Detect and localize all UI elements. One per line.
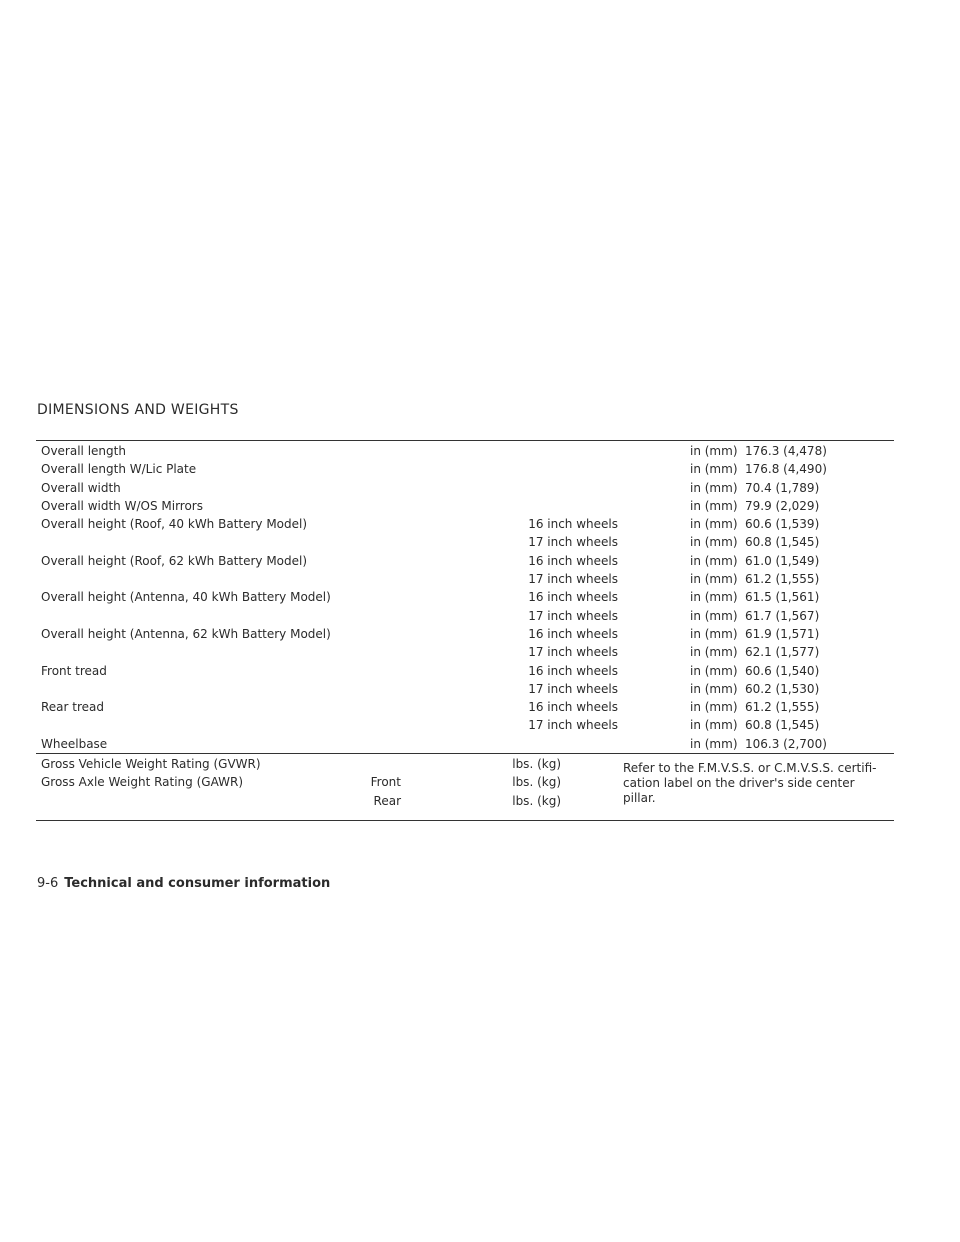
value: 61.0 (1,549) <box>745 553 820 568</box>
unit: in (mm) <box>690 517 738 532</box>
value: 62.1 (1,577) <box>745 645 820 660</box>
unit: in (mm) <box>690 645 738 660</box>
row-label: Front tread <box>41 663 107 678</box>
table-row <box>0 643 960 661</box>
value: 61.2 (1,555) <box>745 700 820 715</box>
unit: in (mm) <box>690 535 738 550</box>
row-label: Wheelbase <box>41 736 108 751</box>
unit: in (mm) <box>690 480 738 495</box>
unit: lbs. (kg) <box>512 757 561 771</box>
table-row <box>0 570 960 588</box>
table-row <box>0 497 960 515</box>
value: 70.4 (1,789) <box>745 480 820 495</box>
row-label: Overall height (Roof, 40 kWh Battery Model) <box>41 517 308 532</box>
wheel-size: 16 inch wheels <box>528 517 618 532</box>
unit: in (mm) <box>690 736 738 751</box>
wheel-size: 17 inch wheels <box>528 608 618 623</box>
table-row <box>0 625 960 643</box>
table-divider-rule <box>36 753 894 754</box>
table-bottom-rule <box>36 820 894 821</box>
wheel-size: 17 inch wheels <box>528 645 618 660</box>
table-row <box>0 460 960 478</box>
unit: in (mm) <box>690 681 738 696</box>
value: 60.6 (1,539) <box>745 517 820 532</box>
unit: lbs. (kg) <box>512 775 561 790</box>
wheel-size: 17 inch wheels <box>528 718 618 733</box>
weights-note: Refer to the F.M.V.S.S. or C.M.V.S.S. certifi-cation label on the driver's side center pillar. <box>623 761 877 805</box>
axle-position: Rear <box>373 793 401 808</box>
wheel-size: 16 inch wheels <box>528 553 618 568</box>
wheel-size: 17 inch wheels <box>528 535 618 550</box>
wheel-size: 16 inch wheels <box>528 663 618 678</box>
table-top-rule <box>36 440 894 441</box>
unit: in (mm) <box>690 572 738 587</box>
row-label: Overall width <box>41 480 121 495</box>
table-row <box>0 515 960 533</box>
table-row <box>0 533 960 551</box>
unit: in (mm) <box>690 462 738 477</box>
value: 61.2 (1,555) <box>745 572 820 587</box>
row-label: Gross Vehicle Weight Rating (GVWR) <box>41 757 261 771</box>
page-number: 9-6 <box>37 876 59 891</box>
table-row <box>0 662 960 680</box>
value: 60.8 (1,545) <box>745 718 820 733</box>
table-row <box>0 552 960 570</box>
table-row <box>0 588 960 606</box>
dimensions-table <box>0 442 960 753</box>
table-row <box>0 442 960 460</box>
value: 106.3 (2,700) <box>745 736 827 751</box>
table-row <box>0 680 960 698</box>
unit: in (mm) <box>690 553 738 568</box>
value: 61.9 (1,571) <box>745 626 820 641</box>
table-row <box>0 735 960 753</box>
page-footer <box>37 876 330 891</box>
value: 60.2 (1,530) <box>745 681 820 696</box>
wheel-size: 17 inch wheels <box>528 681 618 696</box>
wheel-size: 16 inch wheels <box>528 590 618 605</box>
value: 60.8 (1,545) <box>745 535 820 550</box>
unit: in (mm) <box>690 498 738 513</box>
unit: in (mm) <box>690 590 738 605</box>
section-title: DIMENSIONS AND WEIGHTS <box>37 402 239 418</box>
wheel-size: 16 inch wheels <box>528 626 618 641</box>
wheel-size: 17 inch wheels <box>528 572 618 587</box>
unit: in (mm) <box>690 608 738 623</box>
chapter-title: Technical and consumer information <box>64 876 331 891</box>
value: 61.5 (1,561) <box>745 590 820 605</box>
unit: in (mm) <box>690 663 738 678</box>
value: 60.6 (1,540) <box>745 663 820 678</box>
value: 176.8 (4,490) <box>745 462 827 477</box>
table-row <box>0 607 960 625</box>
row-label: Gross Axle Weight Rating (GAWR) <box>41 775 244 790</box>
row-label: Overall height (Antenna, 40 kWh Battery Model) <box>41 590 331 605</box>
value: 176.3 (4,478) <box>745 444 827 458</box>
row-label: Overall width W/OS Mirrors <box>41 498 203 513</box>
row-label: Overall height (Antenna, 62 kWh Battery Model) <box>41 626 331 641</box>
row-label: Overall length <box>41 444 126 458</box>
value: 61.7 (1,567) <box>745 608 820 623</box>
table-row <box>0 698 960 716</box>
unit: in (mm) <box>690 626 738 641</box>
wheel-size: 16 inch wheels <box>528 700 618 715</box>
row-label: Overall height (Roof, 62 kWh Battery Model) <box>41 553 308 568</box>
row-label: Overall length W/Lic Plate <box>41 462 197 477</box>
unit: lbs. (kg) <box>512 793 561 808</box>
row-label: Rear tread <box>41 700 105 715</box>
table-row <box>0 479 960 497</box>
axle-position: Front <box>370 775 401 790</box>
table-row <box>0 716 960 734</box>
unit: in (mm) <box>690 718 738 733</box>
unit: in (mm) <box>690 444 738 458</box>
unit: in (mm) <box>690 700 738 715</box>
value: 79.9 (2,029) <box>745 498 820 513</box>
